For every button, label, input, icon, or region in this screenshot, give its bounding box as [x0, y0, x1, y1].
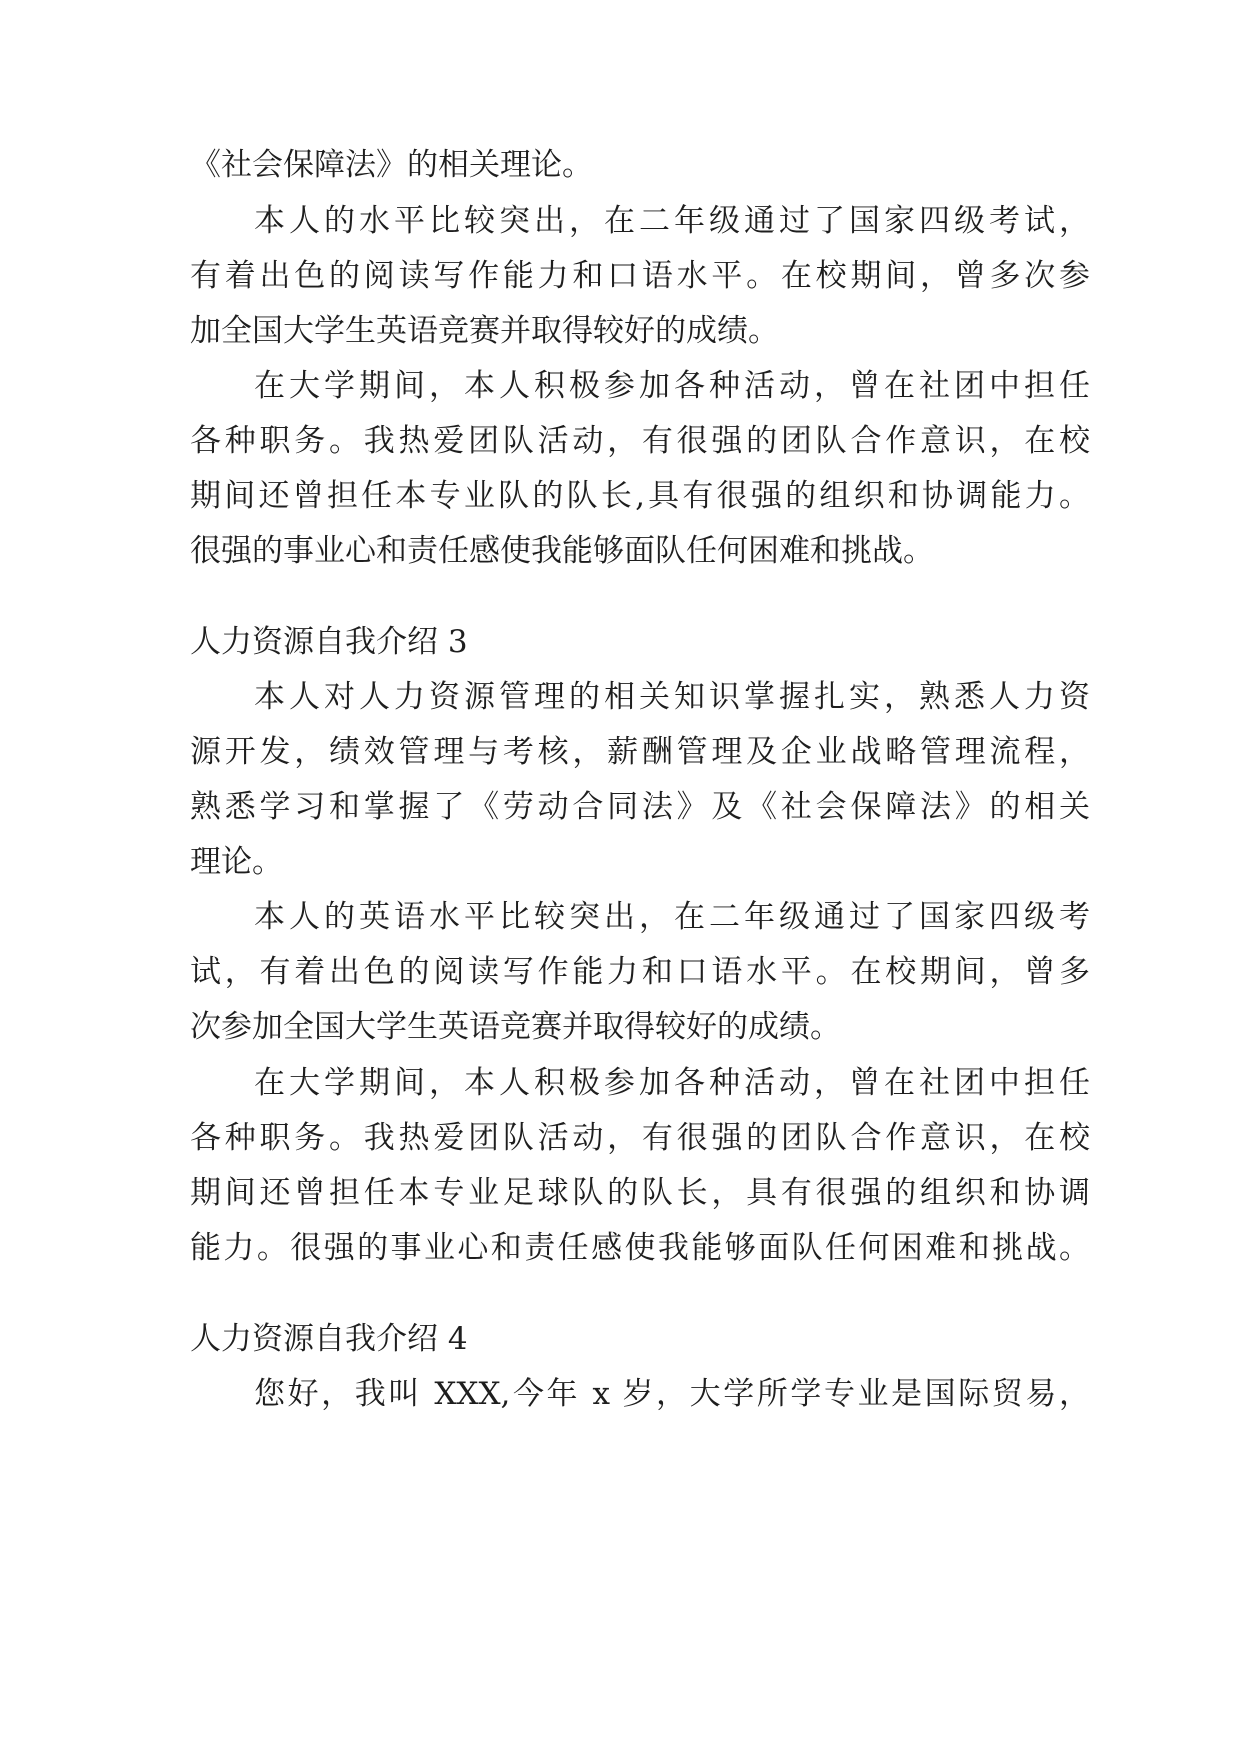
- section-heading: 人力资源自我介绍 4: [190, 1321, 468, 1357]
- paragraph-line: 各种职务。我热爱团队活动，有很强的团队合作意识，在校: [190, 423, 1090, 459]
- paragraph-line: 期间还曾担任本专业队的队长,具有很强的组织和协调能力。: [190, 478, 1090, 514]
- section-heading: 人力资源自我介绍 3: [190, 624, 468, 660]
- paragraph-line: 《社会保障法》的相关理论。: [190, 147, 593, 183]
- paragraph-line: 加全国大学生英语竞赛并取得较好的成绩。: [190, 313, 779, 349]
- paragraph-line: 各种职务。我热爱团队活动，有很强的团队合作意识，在校: [190, 1120, 1090, 1156]
- paragraph-line: 能力。很强的事业心和责任感使我能够面队任何困难和挑战。: [190, 1230, 1090, 1266]
- paragraph-line: 试，有着出色的阅读写作能力和口语水平。在校期间，曾多: [190, 954, 1090, 990]
- paragraph-line: 熟悉学习和掌握了《劳动合同法》及《社会保障法》的相关: [190, 789, 1090, 825]
- paragraph-line: 您好，我叫 XXX,今年 x 岁，大学所学专业是国际贸易，: [254, 1376, 1090, 1412]
- paragraph-line: 次参加全国大学生英语竞赛并取得较好的成绩。: [190, 1009, 841, 1045]
- paragraph-line: 本人的英语水平比较突出，在二年级通过了国家四级考: [254, 899, 1090, 935]
- paragraph-line: 理论。: [190, 844, 283, 880]
- paragraph-line: 本人的水平比较突出，在二年级通过了国家四级考试，: [254, 203, 1090, 239]
- paragraph-line: 在大学期间，本人积极参加各种活动，曾在社团中担任: [254, 1065, 1090, 1101]
- paragraph-line: 本人对人力资源管理的相关知识掌握扎实，熟悉人力资: [254, 679, 1090, 715]
- paragraph-line: 在大学期间，本人积极参加各种活动，曾在社团中担任: [254, 368, 1090, 404]
- paragraph-line: 很强的事业心和责任感使我能够面队任何困难和挑战。: [190, 533, 934, 569]
- paragraph-line: 源开发，绩效管理与考核，薪酬管理及企业战略管理流程，: [190, 734, 1090, 770]
- paragraph-line: 期间还曾担任本专业足球队的队长，具有很强的组织和协调: [190, 1175, 1090, 1211]
- paragraph-line: 有着出色的阅读写作能力和口语水平。在校期间，曾多次参: [190, 258, 1090, 294]
